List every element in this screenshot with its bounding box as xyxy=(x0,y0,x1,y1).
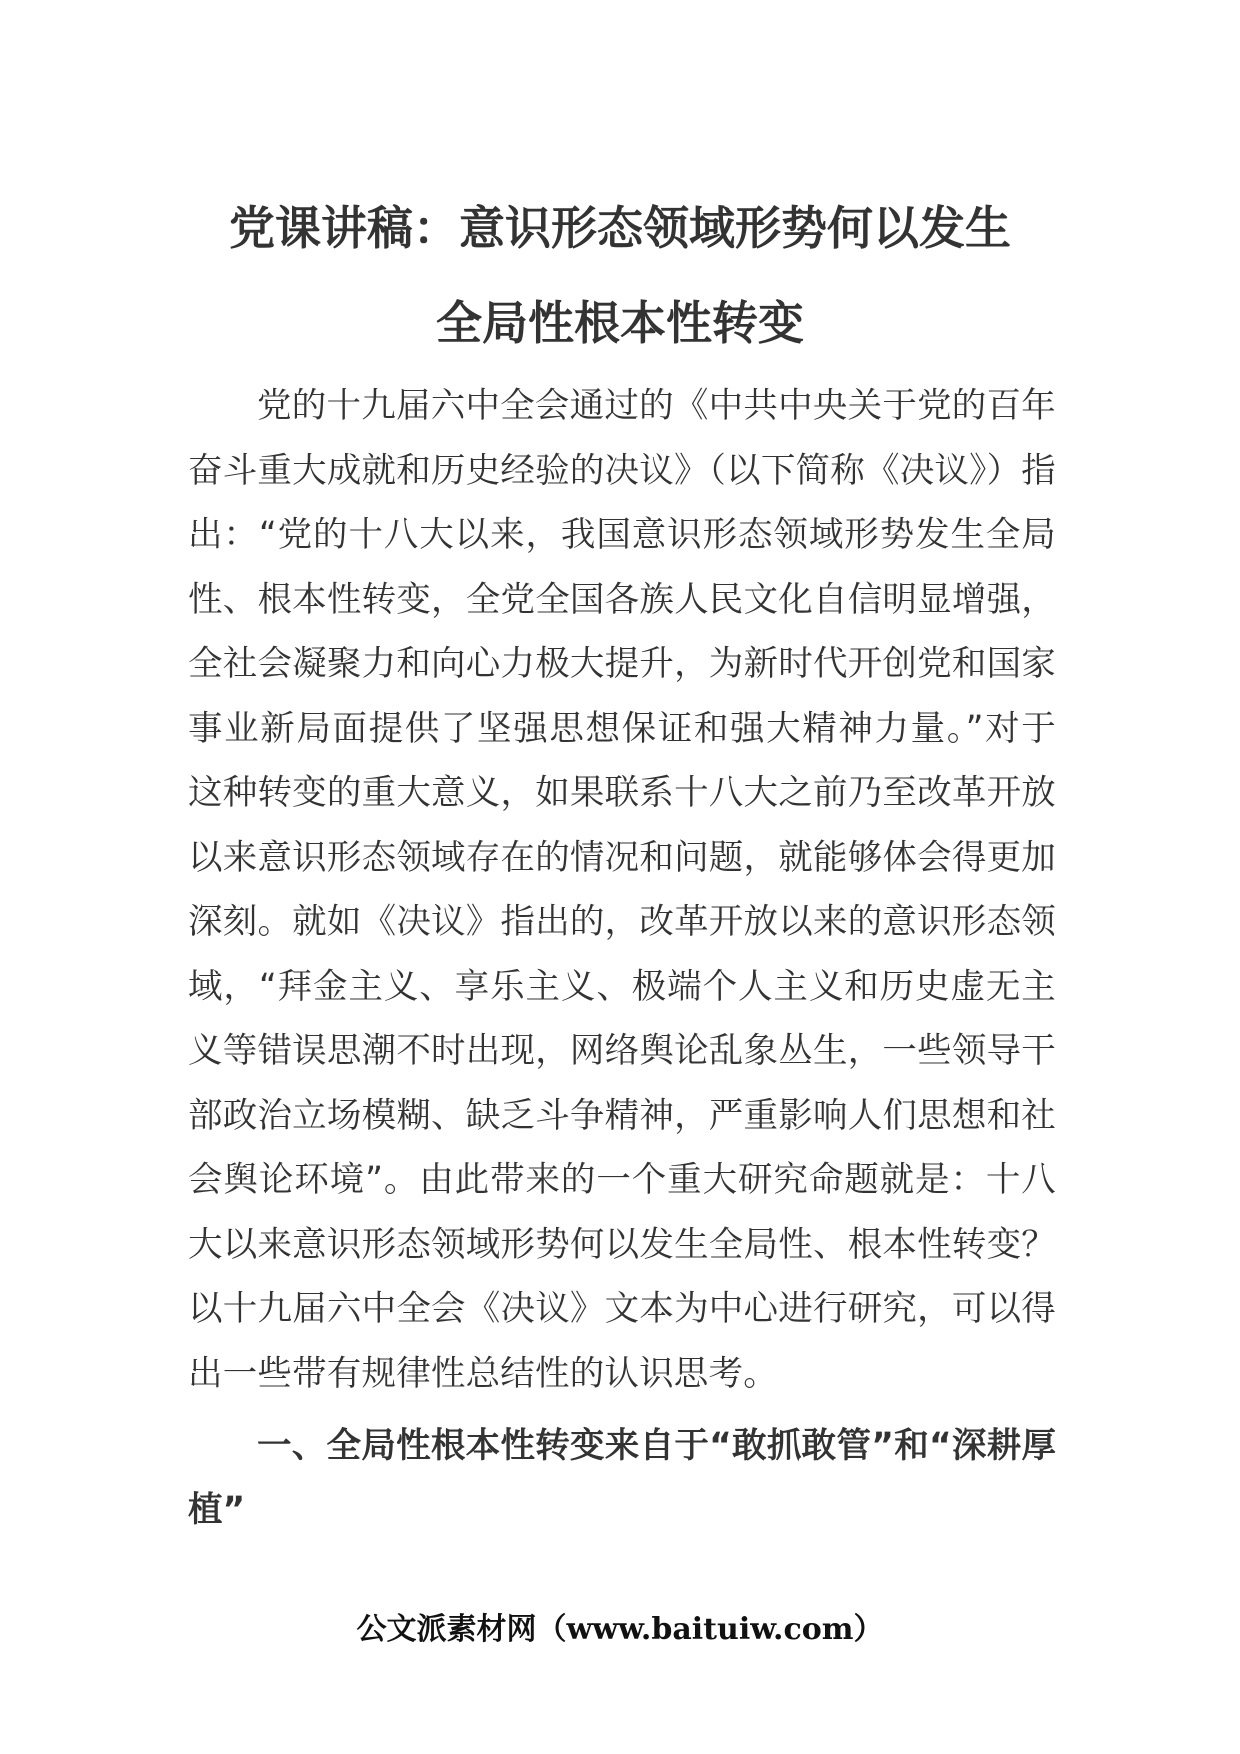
body-paragraph: 党的十九届六中全会通过的《中共中央关于党的百年奋斗重大成就和历史经验的决议》（以下简称《决议》）指出：“党的十八大以来，我国意识形态领域形势发生全局性、根本性转变，全党全国各族人民文化自信明显增强，全社会凝聚力和向心力极大提升，为新时代开创党和国家事业新局面提供了坚强思想保证和强大精神力量。”对于这种转变的重大意义，如果联系十八大之前乃至改革开放以来意识形态领域存在的情况和问题，就能够体会得更加深刻。就如《决议》指出的，改革开放以来的意识形态领域，“拜金主义、享乐主义、极端个人主义和历史虚无主义等错误思潮不时出现，网络舆论乱象丛生，一些领导干部政治立场模糊、缺乏斗争精神，严重影响人们思想和社会舆论环境”。由此带来的一个重大研究命题就是：十八大以来意识形态领域形势何以发生全局性、根本性转变？以十九届六中全会《决议》文本为中心进行研究，可以得出一些带有规律性总结性的认识思考。 xyxy=(188,386,1056,1394)
section-heading: 一、全局性根本性转变来自于“敢抓敢管”和“深耕厚植” xyxy=(188,1426,1056,1530)
document-title-line-2: 全局性根本性转变 xyxy=(436,296,804,350)
footer-watermark: 公文派素材网（www.baituiw.com） xyxy=(356,1612,884,1647)
document-title-line-1: 党课讲稿：意识形态领域形势何以发生 xyxy=(229,201,1011,255)
